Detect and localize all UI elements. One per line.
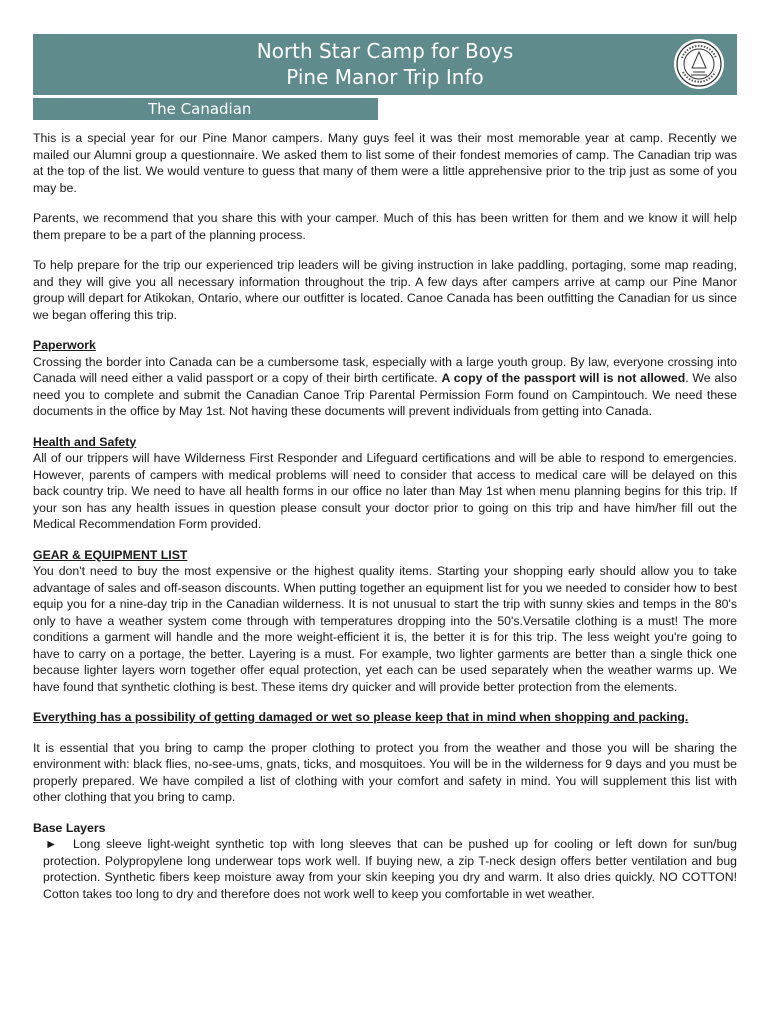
essential-paragraph: It is essential that you bring to camp the proper clothing to protect you from the weather and those you will be sharing the environment with: black flies, no-see-ums, gnats, ticks, and mosquitoes. You will be in the wilderness for 9 days and you must be properly prepared. We have compiled a list of clothing with your comfort and safety in mind. You will supplement this list with other clothing that you bring to camp.: [33, 740, 737, 804]
paperwork-heading: Paperwork: [33, 338, 96, 352]
title-line-2: Pine Manor Trip Info: [286, 65, 484, 89]
paperwork-text: Crossing the border into Canada can be a cumbersome task, especially with a large youth group. By law, everyone crossing into Canada will need either a valid passport or a copy of their birth certificate.: [33, 354, 737, 385]
paperwork-bold-note: A copy of the passport will is not allowed: [441, 371, 686, 385]
base-layers-item: [33, 836, 737, 902]
base-layers-section: [33, 820, 737, 837]
gear-heading: GEAR & EQUIPMENT LIST: [33, 547, 188, 562]
paperwork-text-end: . We also need you to complete and submit the Canadian Canoe Trip Parental Permission Form found on Campintouch. We need these documents in the office by May 1st. Not having these documents will prevent individuals from getting into Canada.: [33, 371, 737, 418]
title-line-1: North Star Camp for Boys: [256, 39, 514, 63]
gear-section: [33, 547, 737, 696]
gear-text: You don't need to buy the most expensive or the highest quality items. Starting your shopping early should allow you to take advantage of sales and off-season discounts. When putting together an equipment list for you we needed to consider how to best equip you for a nine-day trip in the Canadian wilderness. It is not unusual to start the trip with sunny skies and temps in the 80's only to have a weather system come through with temperatures dropping into the 50's.Versatile clothing is a must! The more conditions a garment will handle and the more weight-efficient it is, the better it is for this trip. The less weight you're going to have to carry on a portage, the better. Layering is a must. For example, two lighter garments are better than a single thick one because lighter layers worn together offer equal protection, yet each can be used separately when the weather warms up. We have found that synthetic clothing is best. These items dry quicker and will provide better protection from the elements.: [33, 564, 737, 694]
intro-paragraph-1: This is a special year for our Pine Manor campers. Many guys feel it was their most memorable year at camp. Recently we mailed our Alumni group a questionnaire. We asked them to list some of their fondest memories of camp. The Canadian trip was at the top of the list. We would venture to guess that many of them were a little apprehensive prior to the trip just as some of you may be.: [33, 131, 737, 195]
health-heading: Health and Safety: [33, 434, 137, 449]
section-banner: [33, 98, 378, 120]
health-text: All of our trippers will have Wilderness First Responder and Lifeguard certifications and will be able to respond to emergencies. However, parents of campers with medical problems will need to consider that access to medical care will be delayed on this back country trip. We need to have all health forms in our office no later than May 1st when menu planning begins for this trip. If your son has any health issues in question please consult your doctor prior to going on this trip and have him/her fill out the Medical Recommendation Form provided.: [33, 451, 737, 531]
base-layers-item-text: Long sleeve light-weight synthetic top with long sleeves that can be pushed up for cooling or left down for sun/bug protection. Polypropylene long underwear tops work well. If buying new, a zip T-neck design offers better ventilation and bug protection. Synthetic fibers keep moisture away from your skin keeping you dry and warm. It also dries quickly. NO COTTON! Cotton takes too long to dry and therefore does not work well to keep you comfortable in wet weather.: [43, 837, 737, 901]
page-title: [33, 38, 737, 90]
paperwork-section: [33, 337, 737, 420]
camp-seal-icon: [673, 38, 725, 90]
intro-paragraph-3: To help prepare for the trip our experienced trip leaders will be giving instruction in lake paddling, portaging, some map reading, and they will give you all necessary information throughout the trip. A few days after campers arrive at camp our Pine Manor group will depart for Atikokan, Ontario, where our outfitter is located. Canoe Canada has been outfitting the Canadian for us since we began offering this trip.: [33, 258, 737, 322]
document-body: [33, 130, 737, 916]
section-banner-label: The Canadian: [148, 100, 252, 118]
bullet-arrow-icon: ►: [45, 837, 58, 851]
header-banner: [33, 34, 737, 95]
intro-paragraph-2: Parents, we recommend that you share this with your camper. Much of this has been written for them and we know it will help them prepare to be a part of the planning process.: [33, 211, 737, 242]
caution-note: Everything has a possibility of getting damaged or wet so please keep that in mind when shopping and packing.: [33, 710, 689, 724]
base-layers-heading: Base Layers: [33, 820, 106, 835]
health-section: [33, 434, 737, 533]
